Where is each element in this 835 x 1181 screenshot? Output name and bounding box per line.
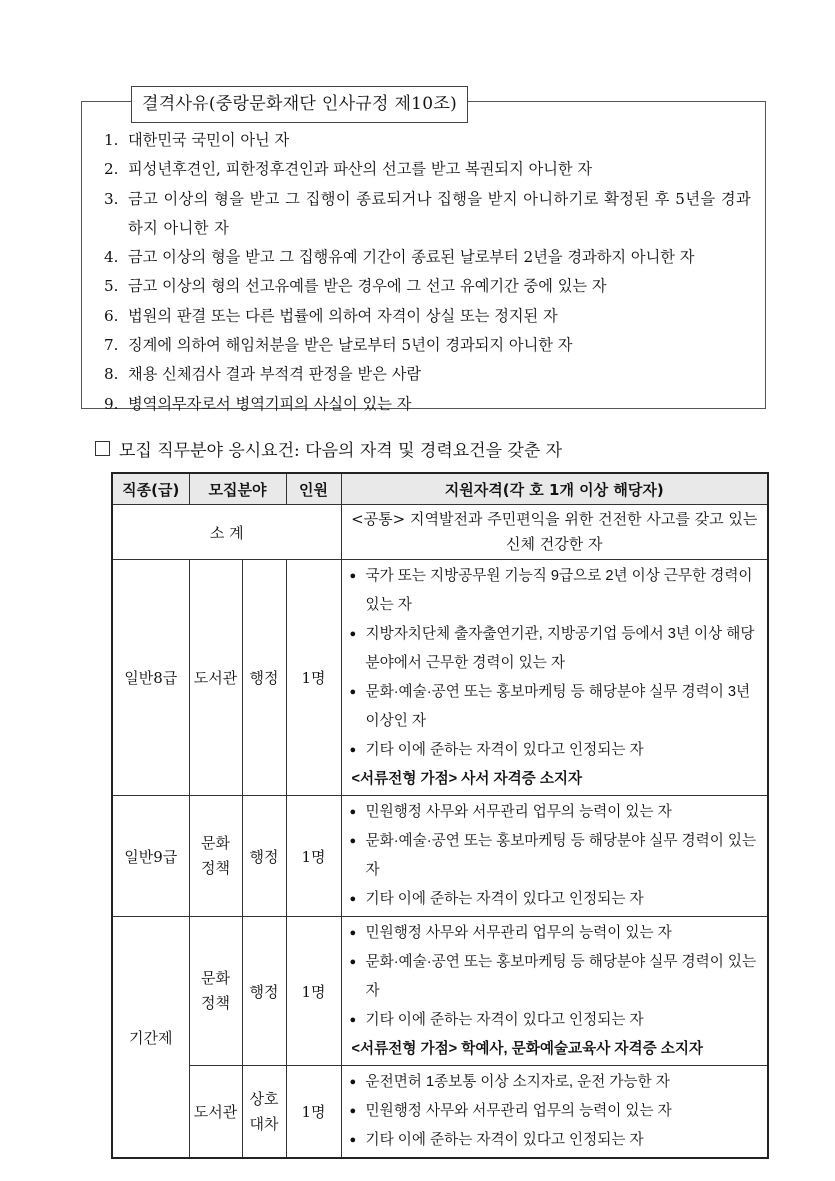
grade-cell: 일반9급 [112, 796, 189, 917]
header-qualification: 지원자격(각 호 1개 이상 해당자) [341, 473, 768, 505]
table-header-row [112, 473, 768, 505]
field-cell: 문화 정책 [189, 796, 242, 917]
count-cell: 1명 [286, 560, 341, 796]
count-cell: 1명 [286, 796, 341, 917]
subtotal-qualification: <공통> 지역발전과 주민편익을 위한 건전한 사고를 갖고 있는 신체 건강한 자 [341, 505, 768, 560]
table-row [112, 560, 768, 796]
qualification-bullet: ● 기타 이에 준하는 자격이 있다고 인정되는 자 [349, 1132, 644, 1148]
list-item: 5. 금고 이상의 형의 선고유예를 받은 경우에 그 선고 유예기간 중에 있는 자 [104, 277, 607, 296]
bonus-note: <서류전형 가점> 사서 자격증 소지자 [351, 771, 583, 787]
qualification-bullet: ● 문화·예술·공연 또는 홍보마케팅 등 해당분야 실무 경력이 3년 이상인 자 [349, 684, 751, 729]
qualification-bullet: ● 기타 이에 준하는 자격이 있다고 인정되는 자 [349, 742, 644, 758]
grade-cell: 일반8급 [112, 560, 189, 796]
table-row [112, 917, 768, 1066]
list-item: 6. 법원의 판결 또는 다른 법률에 의하여 자격이 상실 또는 정지된 자 [104, 306, 558, 325]
field-cell: 문화 정책 [189, 917, 242, 1066]
qualification-bullet: ● 민원행정 사무와 서무관리 업무의 능력이 있는 자 [349, 804, 672, 820]
table-row [112, 796, 768, 917]
list-item: 1. 대한민국 국민이 아닌 자 [104, 131, 290, 149]
count-cell: 1명 [286, 1066, 341, 1159]
field-cell: 도서관 [189, 1066, 242, 1159]
qualification-bullet: ● 문화·예술·공연 또는 홍보마케팅 등 해당분야 실무 경력이 있는 자 [349, 833, 757, 878]
disqualification-list [104, 126, 764, 419]
type-cell: 행정 [242, 796, 286, 917]
section-heading-text: 모집 직무분야 응시요건: 다음의 자격 및 경력요건을 갖춘 자 [119, 441, 563, 461]
bonus-note: <서류전형 가점> 학예사, 문화예술교육사 자격증 소지자 [351, 1041, 704, 1057]
qualification-bullet: ● 국가 또는 지방공무원 기능직 9급으로 2년 이상 근무한 경력이 있는 자 [349, 568, 753, 613]
qualification-bullet: ● 민원행정 사무와 서무관리 업무의 능력이 있는 자 [349, 925, 672, 941]
type-cell: 상호 대차 [242, 1066, 286, 1159]
header-count: 인원 [286, 473, 341, 505]
qualification-bullet: ● 기타 이에 준하는 자격이 있다고 인정되는 자 [349, 1012, 644, 1028]
section-heading [95, 436, 562, 461]
qualification-bullet: ● 지방자치단체 출자출연기관, 지방공기업 등에서 3년 이상 해당분야에서 근무한 경력이 있는 자 [349, 626, 755, 671]
qualification-bullet: ● 운전면허 1종보통 이상 소지자로, 운전 가능한 자 [349, 1074, 670, 1090]
qualification-cell [341, 560, 768, 796]
list-item: 3. 금고 이상의 형을 받고 그 집행이 종료되거나 집행을 받지 아니하기로 확정된 후 5년을 경과하지 아니한 자 [104, 189, 752, 237]
type-cell: 행정 [242, 917, 286, 1066]
table-row [112, 1066, 768, 1159]
qualification-bullet: ● 문화·예술·공연 또는 홍보마케팅 등 해당분야 실무 경력이 있는 자 [349, 954, 757, 999]
table-row [112, 505, 768, 560]
qualification-cell [341, 917, 768, 1066]
list-item: 7. 징계에 의하여 해임처분을 받은 날로부터 5년이 경과되지 아니한 자 [104, 336, 573, 355]
subtotal-label: 소 계 [112, 505, 341, 560]
grade-cell: 기간제 [112, 917, 189, 1159]
requirements-table [111, 472, 769, 1159]
field-cell: 도서관 [189, 560, 242, 796]
list-item: 8. 채용 신체검사 결과 부적격 판정을 받은 사람 [104, 365, 422, 384]
qualification-bullet: ● 민원행정 사무와 서무관리 업무의 능력이 있는 자 [349, 1103, 672, 1119]
type-cell: 행정 [242, 560, 286, 796]
count-cell: 1명 [286, 917, 341, 1066]
qualification-cell [341, 1066, 768, 1159]
list-item: 4. 금고 이상의 형을 받고 그 집행유예 기간이 종료된 날로부터 2년을 경과하지 아니한 자 [104, 248, 695, 267]
disqualification-title: 결격사유(중랑문화재단 인사규정 제10조) [131, 86, 468, 123]
qualification-cell [341, 796, 768, 917]
header-field: 모집분야 [189, 473, 286, 505]
header-grade: 직종(급) [112, 473, 189, 505]
qualification-bullet: ● 기타 이에 준하는 자격이 있다고 인정되는 자 [349, 891, 644, 907]
list-item: 9. 병역의무자로서 병역기피의 사실이 있는 자 [104, 394, 412, 413]
checkbox-square-icon [95, 441, 110, 456]
list-item: 2. 피성년후견인, 피한정후견인과 파산의 선고를 받고 복권되지 아니한 자 [104, 160, 593, 179]
